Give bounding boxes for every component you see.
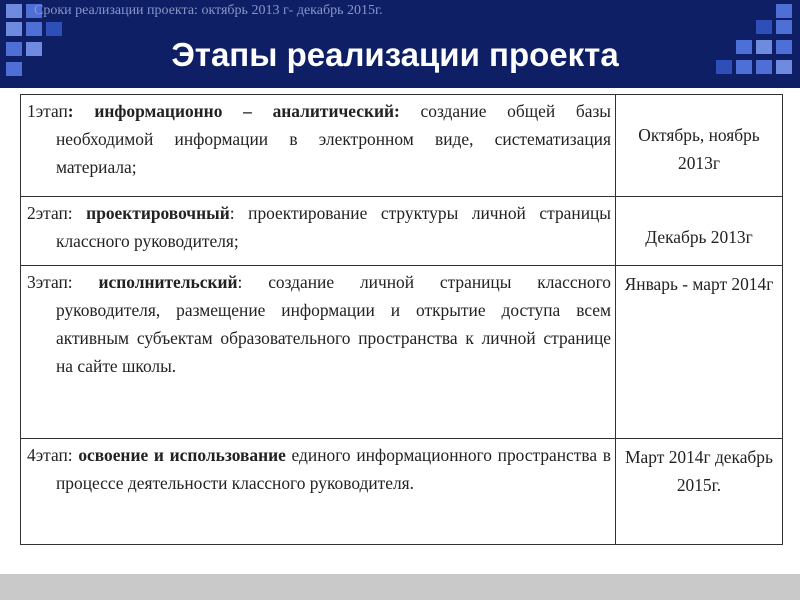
stage-date-text: Март 2014г декабрь 2015г. xyxy=(625,447,773,495)
stage-description xyxy=(21,439,616,545)
stage-text: создание общей базы необходимой информации в электронном виде, систематизация материала; xyxy=(56,101,611,177)
decor-square xyxy=(776,20,792,34)
stage-text: : создание личной страницы классного руководителя, размещение информации и открытие доступа всем активным субъектам образовательного пространства к личной странице на сайте школы. xyxy=(56,272,611,376)
title-banner xyxy=(0,0,800,88)
stage-description xyxy=(21,197,616,266)
footer-bar xyxy=(0,574,800,600)
header-subtitle: Сроки реализации проекта: октябрь 2013 г- декабрь 2015г. xyxy=(34,3,383,18)
page-title: Этапы реализации проекта xyxy=(171,36,619,73)
decor-square xyxy=(26,22,42,36)
stage-label: проектировочный xyxy=(86,203,230,223)
stage-label: исполнительский xyxy=(98,272,238,292)
stage-description xyxy=(21,95,616,197)
stage-date-text: Октябрь, ноябрь 2013г xyxy=(638,125,760,173)
stage-prefix: 1этап xyxy=(27,101,68,121)
stage-date-text: Декабрь 2013г xyxy=(645,227,753,247)
table-row xyxy=(21,95,783,197)
stage-prefix: 2этап: xyxy=(27,203,87,223)
decor-square xyxy=(6,22,22,36)
stage-date xyxy=(616,95,783,197)
stage-date-text: Январь - март 2014г xyxy=(624,274,774,294)
stage-label: освоение и использование xyxy=(78,445,286,465)
decor-square xyxy=(776,4,792,18)
stage-date xyxy=(616,439,783,545)
stage-text: единого информационного пространства в процессе деятельности классного руководителя. xyxy=(56,445,611,493)
stage-text: : проектирование структуры личной страницы классного руководителя; xyxy=(56,203,611,251)
stage-prefix: 4этап: xyxy=(27,445,79,465)
table-row xyxy=(21,439,783,545)
stage-prefix: 3этап: xyxy=(27,272,99,292)
table-row xyxy=(21,266,783,439)
decor-square xyxy=(756,20,772,34)
stage-label: : информационно – аналитический: xyxy=(67,101,400,121)
decor-square xyxy=(6,4,22,18)
stage-description xyxy=(21,266,616,439)
table-row xyxy=(21,197,783,266)
stages-table xyxy=(20,94,783,545)
stage-date xyxy=(616,266,783,439)
stage-date xyxy=(616,197,783,266)
decor-square xyxy=(46,22,62,36)
